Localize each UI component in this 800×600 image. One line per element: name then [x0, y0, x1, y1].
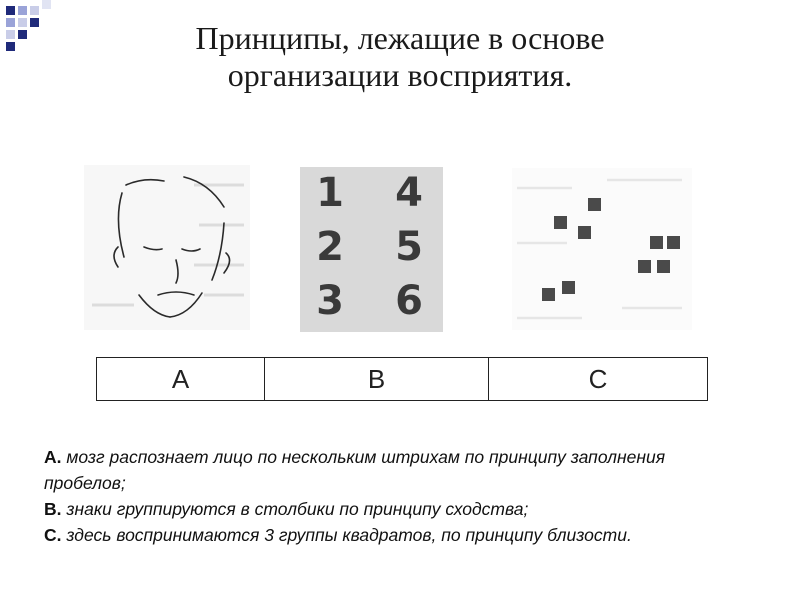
digit-4: 4 — [395, 170, 423, 216]
table-row — [97, 358, 708, 401]
title-line-2: организации восприятия. — [227, 57, 573, 93]
digit-6: 6 — [395, 278, 423, 324]
table-cell-a: A — [97, 358, 265, 401]
digit-2: 2 — [316, 224, 344, 270]
corner-decoration — [0, 0, 80, 60]
caption-text: здесь воспринимаются 3 группы квадратов, по принципу близости. — [61, 525, 632, 545]
slide-title — [100, 20, 700, 94]
labels-table — [96, 357, 708, 401]
caption — [44, 444, 744, 548]
table-cell-b: B — [265, 358, 489, 401]
caption-letter: В. — [44, 499, 62, 519]
caption-letter: С. — [44, 525, 62, 545]
title-line-1: Принципы, лежащие в основе — [195, 20, 605, 56]
caption-text: знаки группируются в столбики по принципу сходства; — [61, 499, 529, 519]
caption-line-c — [44, 522, 744, 548]
caption-line-b — [44, 496, 744, 522]
figure-c-squares — [512, 168, 692, 330]
figure-a-face — [84, 165, 250, 330]
square-groups-icon — [512, 168, 692, 330]
table-cell-c: C — [489, 358, 708, 401]
caption-letter: А. — [44, 447, 62, 467]
caption-text: мозг распознает лицо по нескольким штрихам по принципу заполнения пробелов; — [44, 447, 666, 493]
figure-b-digits — [300, 167, 443, 332]
digit-1: 1 — [316, 170, 344, 216]
caption-line-a — [44, 444, 744, 496]
digit-5: 5 — [395, 224, 423, 270]
sketched-face-icon — [84, 165, 250, 330]
digit-3: 3 — [316, 278, 344, 324]
